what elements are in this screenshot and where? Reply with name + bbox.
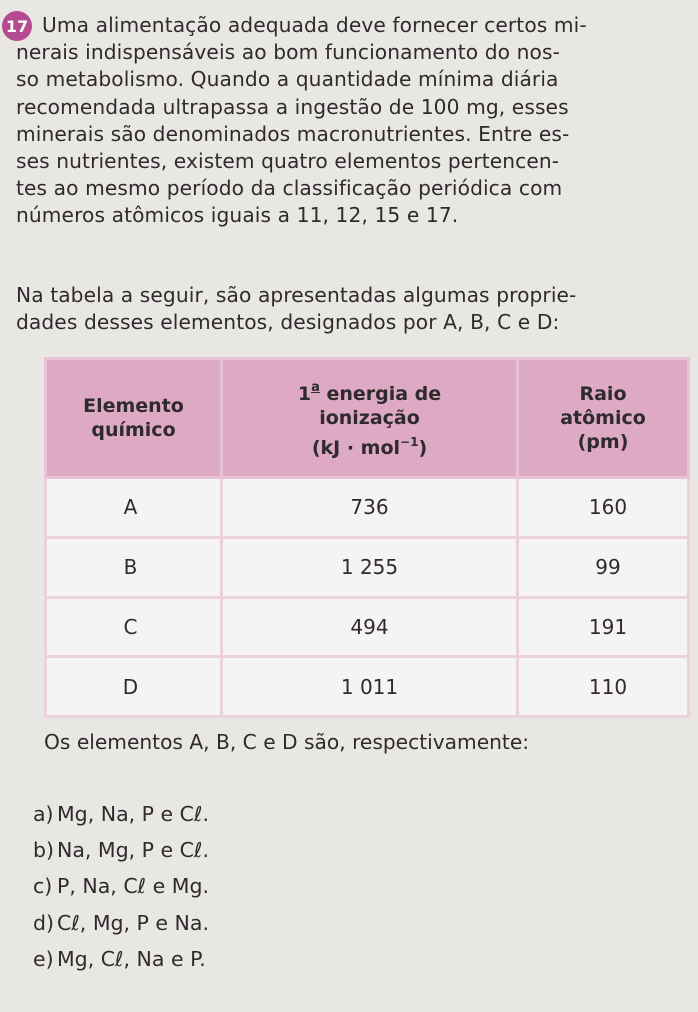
option-letter: b)	[33, 838, 55, 863]
intro-line: so metabolismo. Quando a quantidade mínima diária	[16, 67, 559, 92]
option-text: Mg, Cℓ, Na e P.	[57, 946, 206, 971]
header-ionization-energy: 1$^a$ energia de ionização (kJ · mol$^{-1}$)	[222, 359, 518, 478]
intro-line: recomendada ultrapassa a ingestão de 100 mg, esses	[16, 94, 569, 119]
intro-line: números atômicos iguais a 11, 12, 15 e 17.	[16, 203, 459, 228]
table-intro	[16, 282, 692, 336]
cell-element: C	[46, 597, 222, 657]
question-prompt: Os elementos A, B, C e D são, respectivamente:	[44, 730, 530, 754]
element-properties-table-wrapper	[44, 357, 687, 718]
option-e[interactable]	[33, 941, 209, 977]
option-b[interactable]	[33, 832, 209, 868]
intro-line: ses nutrientes, existem quatro elementos pertencen-	[16, 148, 560, 173]
option-letter: d)	[33, 910, 55, 935]
cell-energy: 494	[222, 597, 518, 657]
table-row	[46, 597, 689, 657]
table-intro-line: dades desses elementos, designados por A, B, C e D:	[16, 310, 560, 335]
header-element: Elemento químico	[46, 359, 222, 478]
option-a[interactable]	[33, 796, 209, 832]
cell-element: D	[46, 657, 222, 717]
table-row	[46, 657, 689, 717]
intro-line: minerais são denominados macronutrientes. Entre es-	[16, 121, 570, 146]
cell-radius: 110	[518, 657, 689, 717]
question-number-badge: 17	[2, 11, 32, 41]
cell-energy: 736	[222, 478, 518, 538]
option-letter: a)	[33, 802, 54, 826]
option-c[interactable]	[33, 868, 209, 904]
intro-line: tes ao mesmo período da classificação periódica com	[16, 176, 563, 201]
cell-radius: 160	[518, 478, 689, 538]
option-text: P, Na, Cℓ e Mg.	[57, 874, 209, 899]
cell-element: B	[46, 537, 222, 597]
cell-energy: 1 011	[222, 657, 518, 717]
option-letter: e)	[33, 946, 54, 971]
answer-options	[33, 796, 209, 977]
cell-energy: 1 255	[222, 537, 518, 597]
option-letter: c)	[33, 874, 53, 899]
element-properties-table	[44, 357, 690, 718]
table-intro-line: Na tabela a seguir, são apresentadas algumas proprie-	[16, 283, 577, 307]
table-row	[46, 537, 689, 597]
table-row	[46, 478, 689, 538]
option-text: Na, Mg, P e Cℓ.	[57, 838, 209, 863]
option-d[interactable]	[33, 905, 209, 941]
option-text: Mg, Na, P e Cℓ.	[57, 802, 209, 826]
question-intro	[16, 12, 692, 230]
intro-line: nerais indispensáveis ao bom funcionamento do nos-	[16, 40, 560, 65]
cell-element: A	[46, 478, 222, 538]
cell-radius: 191	[518, 597, 689, 657]
intro-line: Uma alimentação adequada deve fornecer certos mi-	[42, 13, 587, 37]
header-atomic-radius: Raio atômico (pm)	[518, 359, 689, 478]
cell-radius: 99	[518, 537, 689, 597]
table-header-row	[46, 359, 689, 478]
option-text: Cℓ, Mg, P e Na.	[57, 910, 209, 935]
